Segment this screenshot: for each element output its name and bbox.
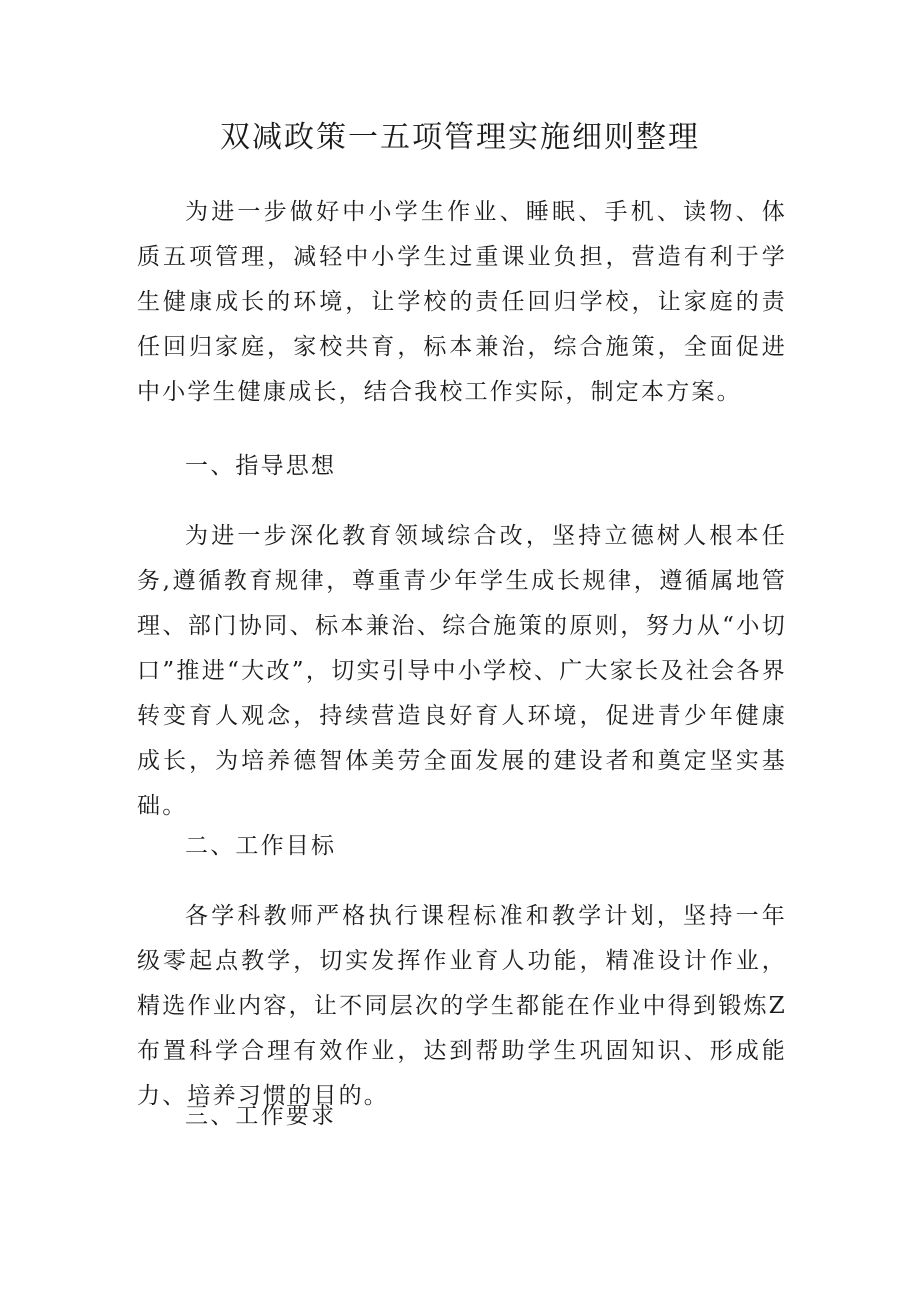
intro-paragraph: 为进一步做好中小学生作业、睡眠、手机、读物、体质五项管理，减轻中小学生过重课业负担，营造有利于学生健康成长的环境，让学校的责任回归学校，让家庭的责任回归家庭，家校共育，标本兼治，综合施策，全面促进中小学生健康成长，结合我校工作实际，制定本方案。 <box>137 199 787 405</box>
section-heading-work-goals: 二、工作目标 <box>185 833 337 859</box>
section-body-guiding-ideology: 为进一步深化教育领域综合改，坚持立德树人根本任务,遵循教育规律，尊重青少年学生成长规律，遵循属地管理、部门协同、标本兼治、综合施策的原则，努力从“小切口”推进“大改”，切实引导中小学校、广大家长及社会各界转变育人观念，持续营造良好育人环境，促进青少年健康成长，为培养德智体美劳全面发展的建设者和奠定坚实基础。 <box>137 523 787 819</box>
section-heading-guiding-ideology: 一、指导思想 <box>185 453 337 479</box>
document-title: 双减政策一五项管理实施细则整理 <box>220 120 700 155</box>
section-body-work-goals: 各学科教师严格执行课程标准和教学计划，坚持一年级零起点教学，切实发挥作业育人功能，精准设计作业，精选作业内容，让不同层次的学生都能在作业中得到锻炼Z布置科学合理有效作业，达到帮助学生巩固知识、形成能力、培养习惯的目的。 <box>137 903 787 1109</box>
section-heading-work-requirements: 三、工作要求 <box>185 1103 337 1129</box>
